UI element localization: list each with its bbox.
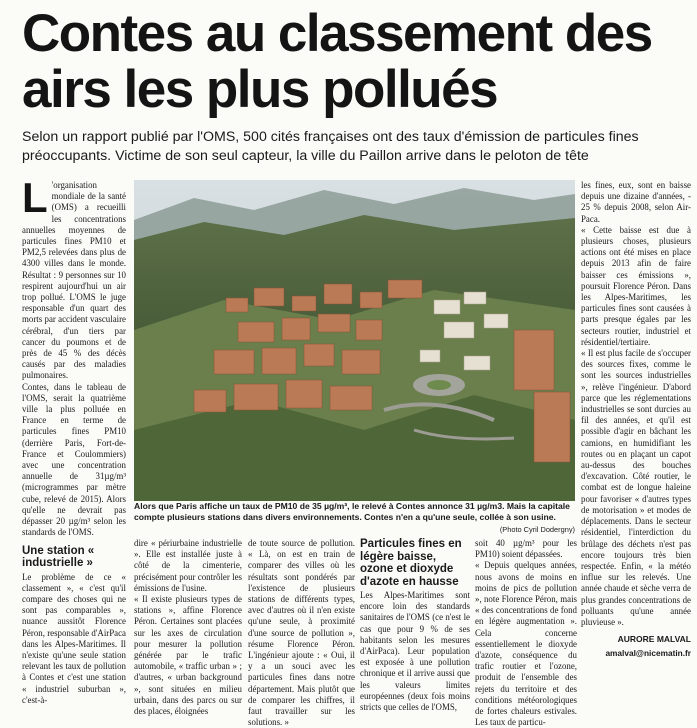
article-column-3: [248, 538, 355, 728]
paragraph: Le problème de ce « classement », « c'est qu'il compare des choses qui ne sont pas comparables », nuance aussitôt Florence Péron, responsable d'AirPaca dans les Alpes-Maritimes. Il n'existe qu'une seule station relevant les taux de pollution à Contes et c'est une station « industriel suburban », c'est-à-: [22, 571, 126, 705]
subheading: Particules fines en légère baisse, ozone et dioxyde d'azote en hausse: [360, 538, 462, 588]
paragraph: dire « périurbaine industrielle ». Elle est installée juste à côté de la cimenterie, précisément pour contrôler les émissions de l'usine.: [134, 538, 242, 593]
photo-caption: Alors que Paris affiche un taux de PM10 de 35 µg/m³, le relevé à Contes annonce 31 µg/m3. Mais la capitale compte plusieurs stations dans divers environnements. Contes n'en a qu'une seule, collée à son usine.: [134, 501, 570, 522]
paragraph: soit 40 µg/m³ pour les PM10) soient dépassées.: [475, 538, 577, 560]
photo-illustration: [134, 180, 575, 501]
paragraph: « Il est plus facile de s'occuper des sources fixes, comme le sont les sources industrielles », relève l'ingénieur. D'abord parce que les réglementations industrielles se sont durcies au fil des années, et qu'il est possible d'agir en bâchant les camions, en humidifiant les routes ou en plaçant un capot au-dessus des bouches d'excavation. Côté routier, le combat est de longue haleine pour favoriser « d'autres types de motorisation » et modes de déplacements. Dans le secteur résidentiel, l'interdiction du brûlage des déchets n'est pas encore toujours très bien respectée. Enfin, « la météo influe sur les relevés. Une année chaude et sèche verra de plus grandes concentrations de polluants qu'une année pluvieuse ».: [581, 348, 691, 627]
paragraph: « Cette baisse est due à plusieurs choses, plusieurs actions ont été mises en place depuis 2013 afin de faire baisser ces émissions », poursuit Florence Péron. Dans les Alpes-Maritimes, les particules fines sont causées à parts presque égales par les secteurs routier, industriel et résidentiel/tertiaire.: [581, 224, 691, 347]
town-aerial-photo: [134, 180, 575, 501]
paragraph: les fines, eux, sont en baisse depuis une dizaine d'années, - 25 % depuis 2008, selon Air-Paca.: [581, 180, 691, 224]
standfirst: Selon un rapport publié par l'OMS, 500 cités françaises ont des taux d'émission de particules fines préoccupants. Victime de son seul capteur, la ville du Paillon arrive dans le peloton de tête: [22, 129, 639, 164]
paragraph: « Il existe plusieurs types de stations », affine Florence Péron. Certaines sont placées sur les axes de circulation pour mesurer la pollution générée par le trafic automobile, « traffic urban » ; d'autres, « urban background », sont situées en milieu urbain, dans des parcs ou sur des places, éloignées: [134, 594, 242, 717]
author-signature: AURORE MALVAL: [617, 634, 691, 645]
paragraph: de toute source de pollution. « Là, on est en train de comparer des villes où les résultats sont pondérés par l'existence de plusieurs stations de différents types, avec d'autres où il n'en existe qu'une seule, à proximité d'une source de pollution », résume Florence Péron. L'ingénieur ajoute : « Oui, il y a un souci avec les particules fines dans notre département. Mais plutôt que de comparer les chiffres, il faut travailler sur les solutions. »: [248, 538, 355, 728]
article-column-5: [475, 538, 577, 728]
headline: Contes au classement des airs les plus pollués: [22, 4, 652, 119]
author-email: amalval@nicematin.fr: [605, 648, 691, 659]
paragraph: Contes, dans le tableau de l'OMS, serait la quatrième ville la plus polluée en France en terme de particules fines PM10 (derrière Paris, Fort-de-France et Coulommiers) avec une concentration annuelle de 31µg/m³ (microgrammes par mètre cube, relevé de 2015). Alors qu'elle ne devrait pas dépasser 20 µg/m³ selon les standards de l'OMS.: [22, 381, 126, 538]
article-column-right: [581, 180, 691, 660]
paragraph: Les Alpes-Maritimes sont encore loin des standards sanitaires de l'OMS (ce n'est le cas que pour 9 % de ses habitants selon les mesures d'AirPaca). Leur population est exposée à une pollution chronique et il arrive aussi que les valeurs limites européennes (deux fois moins stricts que celles de l'OMS,: [360, 590, 470, 713]
subheading: Une station « industrielle »: [22, 544, 95, 569]
article-column-4: [360, 538, 470, 713]
photo-credit: (Photo Cyril Dodergny): [499, 525, 575, 534]
article-column-2: [134, 538, 242, 717]
paragraph: « Depuis quelques années, nous avons de moins en moins de pics de pollution », note Florence Péron, mais « des concentrations de fond en légère augmentation ». Cela concerne essentiellement le dioxyde d'azote, conséquence du trafic routier et l'ozone, produit de l'ensemble des rejets du territoire et des conditions météorologiques de fortes chaleurs estivales. Les taux de particu-: [475, 560, 577, 728]
drop-cap: L: [22, 174, 48, 221]
intro-paragraph: L 'organisation mondiale de la santé (OMS) a recueilli les concentrations annuelles moyennes de particules fines PM10 et PM2,5 relevées dans plus de 4300 villes dans le monde. Résultat : 9 personnes sur 10 respirent aujourd'hui un air trop pollué. L'OMS le juge responsable d'un quart des morts par accident vasculaire cérébral, d'un tiers par cancer du poumons et de près de 45 % des décès causés par des maladies pulmonaires.: [22, 174, 126, 381]
article-column-1: [22, 174, 126, 706]
